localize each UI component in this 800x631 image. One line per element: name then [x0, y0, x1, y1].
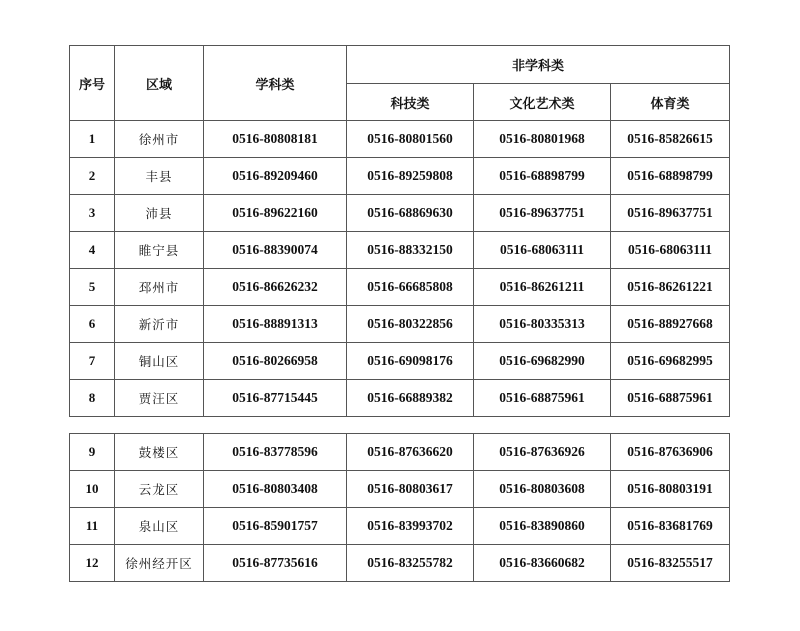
cell-region: 沛县 — [115, 195, 204, 232]
cell-sci-tech-phone: 0516-68869630 — [347, 195, 474, 232]
cell-region: 铜山区 — [115, 343, 204, 380]
cell-culture-art-phone: 0516-83660682 — [474, 545, 611, 582]
cell-culture-art-phone: 0516-68875961 — [474, 380, 611, 417]
cell-region: 云龙区 — [115, 471, 204, 508]
cell-culture-art-phone: 0516-80803608 — [474, 471, 611, 508]
cell-region: 徐州经开区 — [115, 545, 204, 582]
cell-sports-phone: 0516-68063111 — [611, 232, 730, 269]
cell-culture-art-phone: 0516-89637751 — [474, 195, 611, 232]
cell-culture-art-phone: 0516-80335313 — [474, 306, 611, 343]
cell-seq: 9 — [70, 434, 115, 471]
cell-culture-art-phone: 0516-68898799 — [474, 158, 611, 195]
cell-academic-phone: 0516-80803408 — [204, 471, 347, 508]
table-row — [70, 380, 730, 417]
cell-sci-tech-phone: 0516-87636620 — [347, 434, 474, 471]
cell-sci-tech-phone: 0516-80803617 — [347, 471, 474, 508]
cell-sports-phone: 0516-68875961 — [611, 380, 730, 417]
header-non-academic: 非学科类 — [347, 46, 730, 84]
table-row — [70, 471, 730, 508]
table-row — [70, 195, 730, 232]
cell-academic-phone: 0516-89209460 — [204, 158, 347, 195]
cell-sports-phone: 0516-87636906 — [611, 434, 730, 471]
cell-region: 睢宁县 — [115, 232, 204, 269]
cell-region: 贾汪区 — [115, 380, 204, 417]
cell-culture-art-phone: 0516-69682990 — [474, 343, 611, 380]
cell-culture-art-phone: 0516-80801968 — [474, 121, 611, 158]
cell-sports-phone: 0516-83255517 — [611, 545, 730, 582]
cell-sci-tech-phone: 0516-69098176 — [347, 343, 474, 380]
contact-table-part-1 — [69, 45, 730, 417]
cell-sports-phone: 0516-68898799 — [611, 158, 730, 195]
cell-seq: 5 — [70, 269, 115, 306]
table-body-part-2 — [70, 434, 730, 582]
cell-region: 鼓楼区 — [115, 434, 204, 471]
cell-academic-phone: 0516-83778596 — [204, 434, 347, 471]
header-row-1 — [70, 46, 730, 84]
cell-sports-phone: 0516-88927668 — [611, 306, 730, 343]
table-row — [70, 343, 730, 380]
cell-academic-phone: 0516-80808181 — [204, 121, 347, 158]
table-row — [70, 269, 730, 306]
cell-seq: 11 — [70, 508, 115, 545]
cell-seq: 7 — [70, 343, 115, 380]
header-sci-tech: 科技类 — [347, 84, 474, 121]
cell-sports-phone: 0516-83681769 — [611, 508, 730, 545]
table-row — [70, 306, 730, 343]
cell-academic-phone: 0516-86626232 — [204, 269, 347, 306]
cell-region: 泉山区 — [115, 508, 204, 545]
header-region: 区域 — [115, 46, 204, 121]
cell-sci-tech-phone: 0516-66889382 — [347, 380, 474, 417]
table-row — [70, 508, 730, 545]
table-row — [70, 434, 730, 471]
table-row — [70, 545, 730, 582]
cell-culture-art-phone: 0516-87636926 — [474, 434, 611, 471]
cell-academic-phone: 0516-85901757 — [204, 508, 347, 545]
cell-seq: 3 — [70, 195, 115, 232]
cell-academic-phone: 0516-87735616 — [204, 545, 347, 582]
cell-region: 新沂市 — [115, 306, 204, 343]
cell-sci-tech-phone: 0516-83255782 — [347, 545, 474, 582]
table-row — [70, 158, 730, 195]
table-body-part-1 — [70, 121, 730, 417]
cell-seq: 2 — [70, 158, 115, 195]
cell-seq: 8 — [70, 380, 115, 417]
cell-region: 丰县 — [115, 158, 204, 195]
cell-academic-phone: 0516-87715445 — [204, 380, 347, 417]
table-row — [70, 121, 730, 158]
header-seq: 序号 — [70, 46, 115, 121]
cell-sports-phone: 0516-89637751 — [611, 195, 730, 232]
cell-seq: 12 — [70, 545, 115, 582]
header-academic: 学科类 — [204, 46, 347, 121]
cell-seq: 1 — [70, 121, 115, 158]
cell-culture-art-phone: 0516-68063111 — [474, 232, 611, 269]
cell-region: 徐州市 — [115, 121, 204, 158]
cell-sports-phone: 0516-86261221 — [611, 269, 730, 306]
cell-academic-phone: 0516-88891313 — [204, 306, 347, 343]
cell-culture-art-phone: 0516-83890860 — [474, 508, 611, 545]
cell-culture-art-phone: 0516-86261211 — [474, 269, 611, 306]
cell-sci-tech-phone: 0516-80322856 — [347, 306, 474, 343]
cell-academic-phone: 0516-88390074 — [204, 232, 347, 269]
cell-seq: 10 — [70, 471, 115, 508]
cell-sports-phone: 0516-85826615 — [611, 121, 730, 158]
cell-sci-tech-phone: 0516-88332150 — [347, 232, 474, 269]
cell-seq: 4 — [70, 232, 115, 269]
cell-sci-tech-phone: 0516-80801560 — [347, 121, 474, 158]
cell-academic-phone: 0516-80266958 — [204, 343, 347, 380]
table-row — [70, 232, 730, 269]
cell-seq: 6 — [70, 306, 115, 343]
cell-sci-tech-phone: 0516-89259808 — [347, 158, 474, 195]
cell-region: 邳州市 — [115, 269, 204, 306]
cell-sci-tech-phone: 0516-83993702 — [347, 508, 474, 545]
cell-sci-tech-phone: 0516-66685808 — [347, 269, 474, 306]
cell-sports-phone: 0516-69682995 — [611, 343, 730, 380]
contact-table-part-2 — [69, 433, 730, 582]
header-sports: 体育类 — [611, 84, 730, 121]
header-culture-art: 文化艺术类 — [474, 84, 611, 121]
cell-academic-phone: 0516-89622160 — [204, 195, 347, 232]
cell-sports-phone: 0516-80803191 — [611, 471, 730, 508]
